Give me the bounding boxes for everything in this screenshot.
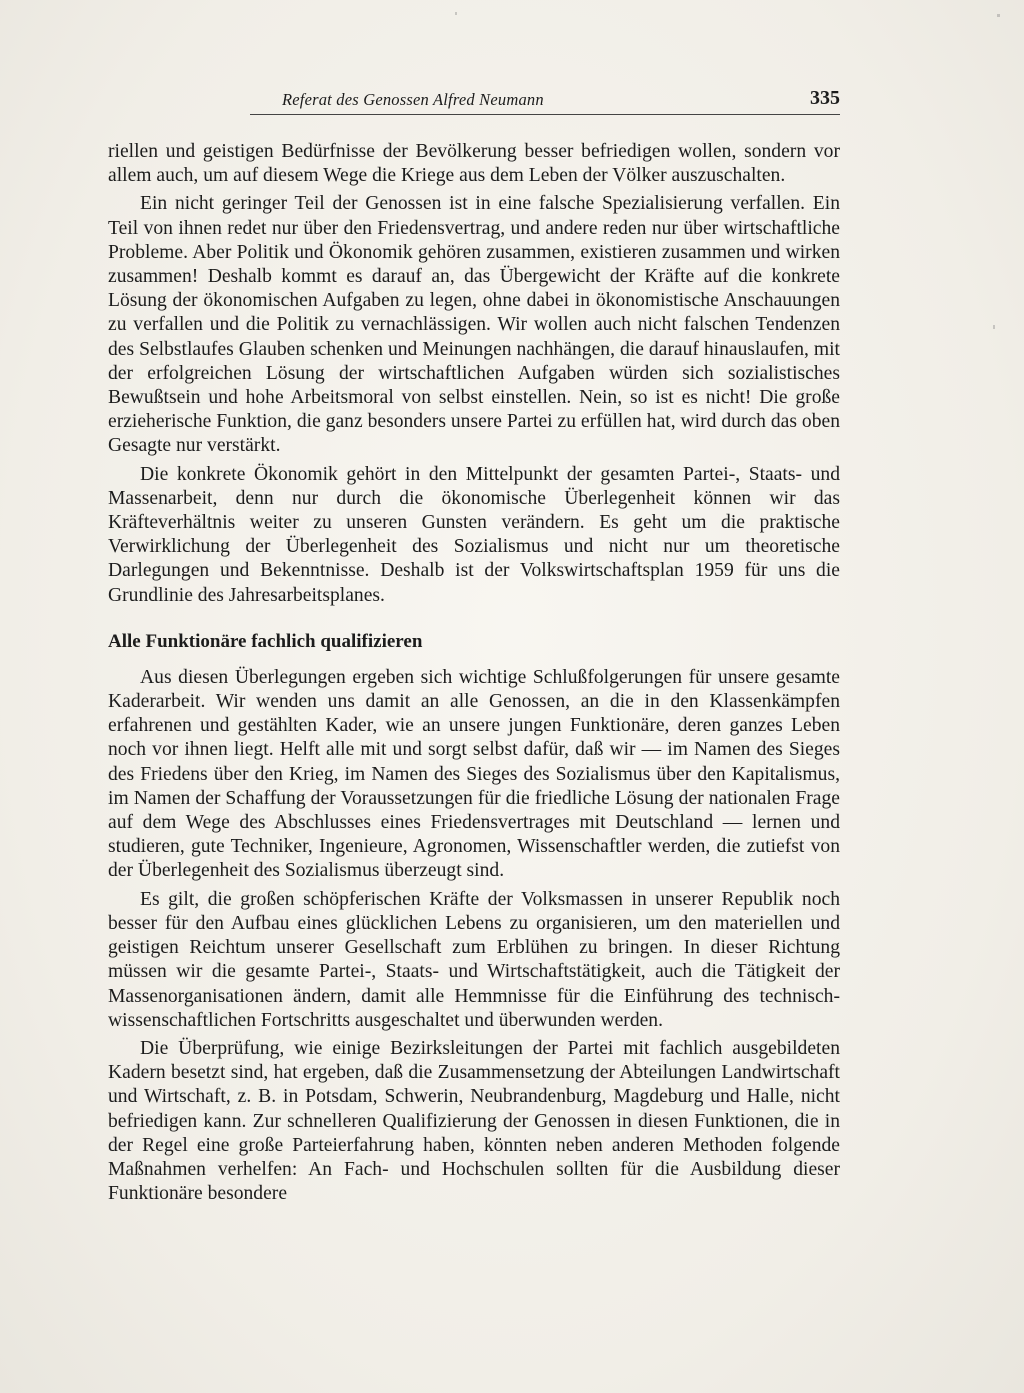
scan-speck (455, 12, 457, 15)
scan-speck (997, 14, 1000, 17)
paragraph: Die konkrete Ökonomik gehört in den Mittelpunkt der gesamten Partei-, Staats- und Massenarbeit, denn nur durch die ökonomische Überlegenheit können wir das Kräfteverhältnis weiter zu unseren Gunsten verändern. Es geht um die praktische Verwirklichung der Überlegenheit des Sozialismus und nicht nur um theoretische Darlegungen und Bekenntnisse. Deshalb ist der Volkswirtschaftsplan 1959 für uns die Grundlinie des Jahresarbeitsplanes. (108, 463, 840, 606)
section-heading: Alle Funktionäre fachlich qualifizieren (108, 630, 423, 652)
body-text (108, 140, 840, 1206)
paragraph: Es gilt, die großen schöpferischen Kräfte der Volksmassen in unserer Republik noch besser für den Aufbau eines glücklichen Lebens zu organisieren, um den materiellen und geistigen Reichtum unserer Gesellschaft zum Erblühen zu bringen. In dieser Richtung müssen wir die gesamte Partei-, Staats- und Wirtschaftstätigkeit, auch die Tätigkeit der Massenorganisationen ändern, damit alle Hemmnisse für die Einführung des technisch-wissenschaftlichen Fortschritts ausgeschaltet und überwunden werden. (108, 888, 840, 1031)
running-head: Referat des Genossen Alfred Neumann (282, 90, 544, 109)
page-number: 335 (810, 87, 840, 109)
paragraph: Die Überprüfung, wie einige Bezirksleitungen der Partei mit fachlich ausgebildeten Kadern besetzt sind, hat ergeben, daß die Zusammensetzung der Abteilungen Landwirtschaft und Wirtschaft, z. B. in Potsdam, Schwerin, Neubrandenburg, Magdeburg und Halle, nicht befriedigen kann. Zur schnelleren Qualifizierung der Genossen in diesen Funktionen, die in der Regel eine große Parteierfahrung haben, könnten neben anderen Methoden folgende Maßnahmen verhelfen: An Fach- und Hochschulen sollten für die Ausbildung dieser Funktionäre besondere (108, 1037, 840, 1205)
scan-speck (993, 325, 995, 329)
page-header (250, 88, 840, 115)
paragraph: Ein nicht geringer Teil der Genossen ist in eine falsche Spezialisierung verfallen. Ein Teil von ihnen redet nur über den Friedensvertrag, und andere reden nur über wirtschaftliche Probleme. Aber Politik und Ökonomik gehören zusammen, existieren zusammen und wirken zusammen! Deshalb kommt es darauf an, das Übergewicht der Kräfte auf die konkrete Lösung der ökonomischen Aufgaben zu legen, ohne dabei in ökonomistische Anschauungen zu verfallen und die Politik zu vernachlässigen. Wir wollen auch nicht falschen Tendenzen des Selbstlaufes Glauben schenken und Meinungen nachhängen, die darauf hinauslaufen, mit der erfolgreichen Lösung der wirtschaftlichen Aufgaben würden sich sozialistisches Bewußtsein und hohe Arbeitsmoral von selbst einstellen. Nein, so ist es nicht! Die große erzieherische Funktion, die ganz besonders unsere Partei zu erfüllen hat, wird durch das oben Gesagte nur verstärkt. (108, 193, 840, 457)
paragraph: Aus diesen Überlegungen ergeben sich wichtige Schlußfolgerungen für unsere gesamte Kaderarbeit. Wir wenden uns damit an alle Genossen, an die in den Klassenkämpfen erfahrenen und gestählten Kader, wie an unsere jungen Funktionäre, deren ganzes Leben noch vor ihnen liegt. Helft alle mit und sorgt selbst dafür, daß wir — im Namen des Sieges des Friedens über den Krieg, im Namen des Sieges des Sozialismus über den Kapitalismus, im Namen der Schaffung der Voraussetzungen für die friedliche Lösung der nationalen Frage auf dem Wege des Abschlusses eines Friedensvertrages mit Deutschland — lernen und studieren, gute Techniker, Ingenieure, Agronomen, Wissenschaftler werden, die zutiefst von der Überlegenheit des Sozialismus überzeugt sind. (108, 666, 840, 882)
paragraph: riellen und geistigen Bedürfnisse der Bevölkerung besser befriedigen wollen, sondern vor allem auch, um auf diesem Wege die Kriege aus dem Leben der Völker auszuschalten. (108, 141, 840, 187)
